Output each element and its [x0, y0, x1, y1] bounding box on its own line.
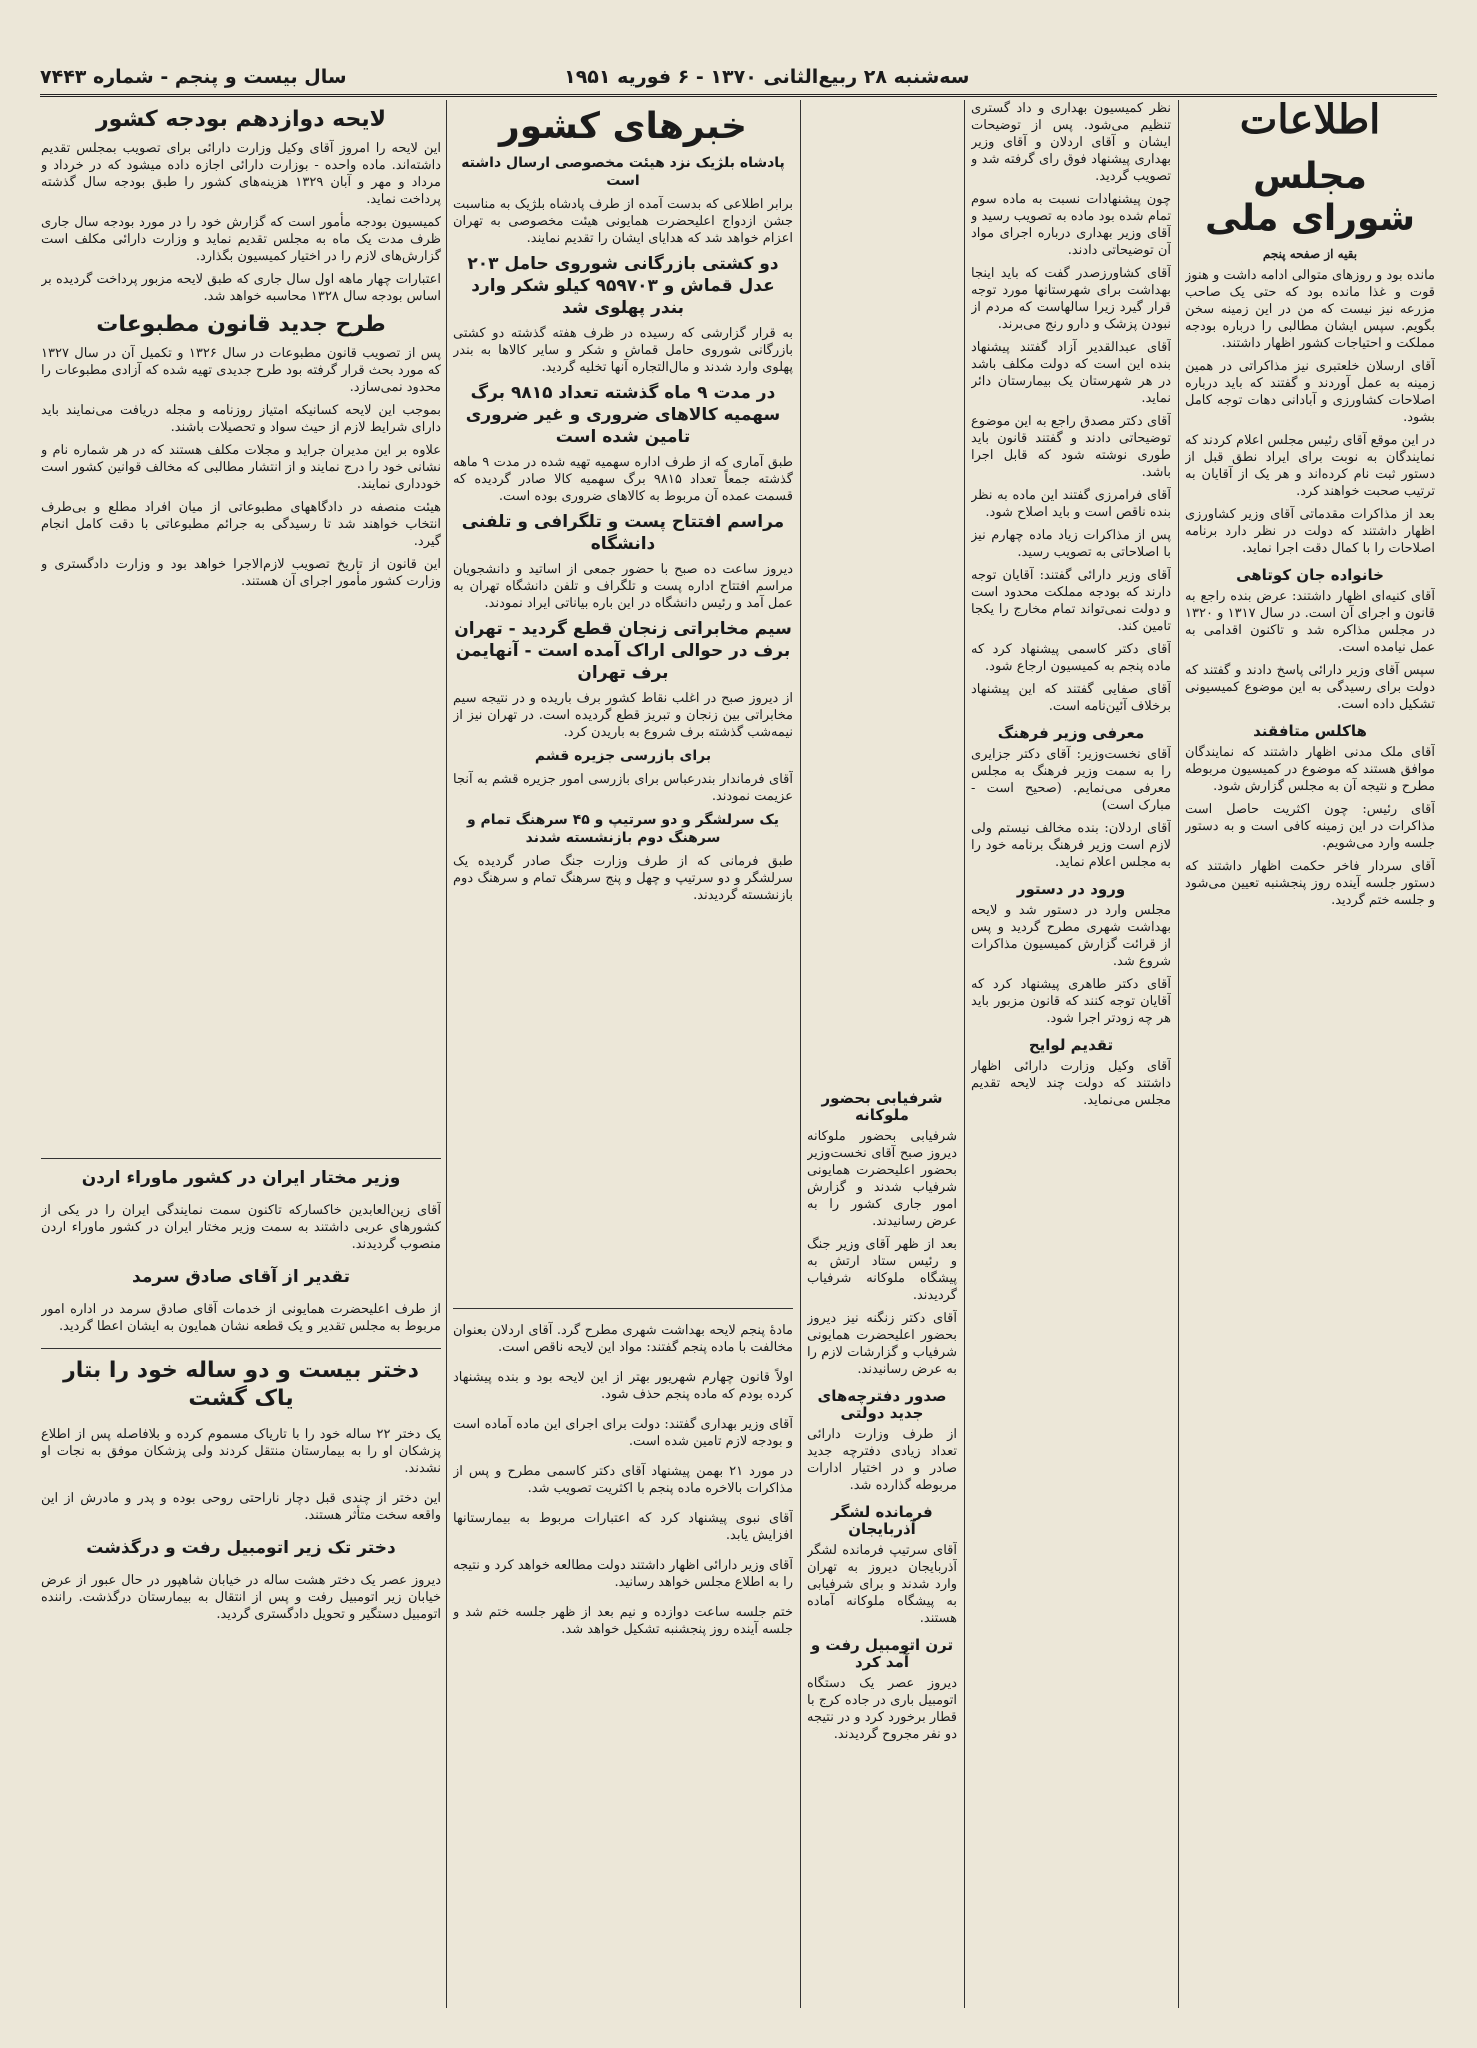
- column-divider: [800, 100, 801, 2008]
- headline-parliament: مجلس شورای ملی: [1205, 156, 1415, 239]
- section-heading: تقدیم لوایح: [1028, 1036, 1114, 1054]
- issue-number: سال بیست و پنجم - شماره ۷۴۴۳: [40, 66, 347, 88]
- paragraph: دیروز عصر یک دختر هشت ساله در خیابان شاهپور در حال عبور از عرض خیابان زیر اتومبیل رفت و پس از انتقال به بیمارستان درگذشت. راننده اتومبیل دستگیر و تحویل دادگستری گردید.: [41, 1573, 441, 1622]
- paragraph: بموجب این لایحه کسانیکه امتیاز روزنامه و مجله دریافت می‌نمایند باید دارای شرایط لازم از حیث سواد و تحصیلات باشند.: [41, 403, 441, 435]
- subheadline: برای بازرسی جزیره قشم: [534, 748, 712, 764]
- paragraph: بعد از ظهر آقای وزیر جنگ و رئیس ستاد ارتش به پیشگاه ملوکانه شرفیاب گردیدند.: [807, 1237, 957, 1303]
- subheadline: یک سرلشگر و دو سرتیپ و ۴۵ سرهنگ تمام و سرهنگ دوم بازنشسته شدند: [466, 812, 780, 846]
- paragraph: بعد از مذاکرات مقدماتی آقای وزیر کشاورزی اظهار داشتند که دولت در نظر دارد برنامه اصلاحات را با کمال دقت اجرا نماید.: [1185, 507, 1435, 556]
- paragraph: آقای کشاورزصدر گفت که باید اینجا بهداشت برای شهرستانها مورد توجه قرار گیرد زیرا سالهاست که مردم از نبودن پزشک و دارو رنج می‌برند.: [971, 266, 1171, 332]
- paragraph: پس از تصویب قانون مطبوعات در سال ۱۳۲۶ و تکمیل آن در سال ۱۳۲۷ که مورد بحث قرار گرفته بود طرح جدیدی تهیه شده که آزادی مطبوعات را محدود نمی‌سازد.: [41, 346, 441, 395]
- paragraph: آقای دکتر زنگنه نیز دیروز بحضور اعلیحضرت همایونی شرفیاب و گزارشات لازم را به عرض رسانیدند.: [807, 1311, 957, 1377]
- paragraph: آقای نبوی پیشنهاد کرد که اعتبارات مربوط به بیمارستانها افزایش یابد.: [453, 1511, 793, 1543]
- paragraph: آقای عبدالقدیر آزاد گفتند پیشنهاد بنده این است که دولت مکلف باشد در هر شهرستان یک بیمارستان دائر نماید.: [971, 340, 1171, 406]
- paragraph: آقای زین‌العابدین خاکسارکه تاکنون سمت نمایندگی ایران را در یکی از کشورهای عربی داشتند به سمت وزیر مختار ایران در کشور ماوراء اردن منصوب گردیدند.: [41, 1203, 441, 1252]
- paragraph: آقای نخست‌وزیر: آقای دکتر جزایری را به سمت وزیر فرهنگ به مجلس معرفی می‌نمایم. (صحیح است - مبارک است): [971, 747, 1171, 813]
- paragraph: آقای رئیس: چون اکثریت حاصل است مذاکرات در این زمینه کافی است و به دستور جلسه وارد می‌شویم.: [1185, 802, 1435, 851]
- paragraph: مجلس وارد در دستور شد و لایحه بهداشت شهری مطرح گردید و پس از قرائت گزارش کمیسیون مذاکرات شروع شد.: [971, 903, 1171, 969]
- paragraph: آقای ملک مدنی اظهار داشتند که نمایندگان موافق هستند که موضوع در کمیسیون مربوطه مطرح و نتیجه آن به مجلس گزارش شود.: [1185, 745, 1435, 794]
- paragraph: آقای وزیر بهداری گفتند: دولت برای اجرای این ماده آماده است و بودجه لازم تامین شده است.: [453, 1417, 793, 1449]
- paragraph: از دیروز صبح در اغلب نقاط کشور برف باریده و در نتیجه سیم مخابراتی بین زنجان و تبریز قطع گردیده است. در تهران نیز از نیمه‌شب گذشته برف شروع به باریدن کرد.: [453, 691, 793, 740]
- paragraph: مادهٔ پنجم لایحه بهداشت شهری مطرح گرد. آقای اردلان بعنوان مخالفت با ماده پنجم گفتند: مواد این لایحه ناقص است.: [453, 1323, 793, 1355]
- column-budget-press: [41, 100, 441, 1148]
- headline-budget: لایحه دوازدهم بودجه کشور: [96, 107, 386, 132]
- masthead-title: اطلاعات: [1239, 96, 1381, 143]
- paragraph: دیروز عصر یک دستگاه اتومبیل باری در جاده کرج با قطار برخورد کرد و در نتیجه دو نفر مجروح گردیدند.: [807, 1676, 957, 1742]
- paragraph: آقای فرماندار بندرعباس برای بازرسی امور جزیره قشم به آنجا عزیمت نمودند.: [453, 772, 793, 804]
- column-divider: [964, 100, 965, 2008]
- column-bottom-left: [41, 1150, 441, 2008]
- column-national-news-bottom: [453, 1300, 793, 2008]
- subheadline: پادشاه بلژیک نزد هیئت مخصوصی ارسال داشته است: [461, 155, 785, 189]
- continued-note: بقیه از صفحه پنجم: [1262, 247, 1358, 261]
- paragraph: این لایحه را امروز آقای وکیل وزارت دارائی برای تصویب بمجلس تقدیم داشته‌اند. ماده واحده - بوزارت دارائی اجازه داده میشود که در خرداد و مرداد و مهر و آبان ۱۳۲۹ هزینه‌های کشور را طبق بودجه سال گذشته پرداخت نماید.: [41, 141, 441, 207]
- paragraph: یک دختر ۲۲ ساله خود را با تاریاک مسموم کرده و بلافاصله پس از اطلاع پزشکان او را به بیمارستان منتقل کردند ولی پزشکان موفق به نجات او نشدند.: [41, 1427, 441, 1476]
- paragraph: آقای سردار فاخر حکمت اظهار داشتند که دستور جلسه آینده روز پنجشنبه تعیین می‌شود و جلسه ختم گردید.: [1185, 859, 1435, 908]
- paragraph: سپس آقای وزیر دارائی پاسخ دادند و گفتند که دولت برای رسیدگی به این موضوع کمیسیونی تشکیل داده است.: [1185, 663, 1435, 712]
- section-heading: فرمانده لشگر آذربایجان: [831, 1503, 933, 1538]
- section-heading: صدور دفترچه‌های جدید دولتی: [817, 1387, 947, 1422]
- section-heading: ورود در دستور: [1016, 880, 1126, 898]
- subheadline: در مدت ۹ ماه گذشته تعداد ۹۸۱۵ برگ سهمیه کالاهای ضروری و غیر ضروری تامین شده است: [465, 383, 781, 447]
- paragraph: پس از مذاکرات زیاد ماده چهارم نیز با اصلاحاتی به تصویب رسید.: [971, 528, 1171, 560]
- paragraph: دیروز ساعت ده صبح با حضور جمعی از اساتید و دانشجویان مراسم افتتاح اداره پست و تلگراف و تلفن دانشگاه تهران به عمل آمد و رئیس دانشگاه در این باره بیاناتی ایراد نمودند.: [453, 562, 793, 611]
- paragraph: آقای وزیر دارائی اظهار داشتند دولت مطالعه خواهد کرد و نتیجه را به اطلاع مجلس خواهد رسانید.: [453, 1558, 793, 1590]
- paragraph: آقای ارسلان خلعتبری نیز مذاکراتی در همین زمینه به عمل آوردند و گفتند که باید درباره اصلاحات کشاورزی و آبادانی دهات توجه کامل بشود.: [1185, 359, 1435, 425]
- page-header-strip: [40, 60, 1437, 97]
- subheadline: سیم مخابراتی زنجان قطع گردید - تهران برف در حوالی اراک آمده است - آنهایمن برف تهران: [454, 619, 792, 683]
- paragraph: نظر کمیسیون بهداری و داد گستری تنظیم می‌شود. پس از توضیحات ایشان و آقای اردلان و آقای وزیر بهداری پیشنهاد فوق رای گرفته شد و تصویب گردید.: [971, 101, 1171, 184]
- column-misc-news: [807, 1080, 957, 2008]
- section-heading: ترن اتومبیل رفت و آمد کرد: [810, 1636, 954, 1671]
- divider: [41, 1348, 441, 1349]
- divider: [41, 1158, 441, 1159]
- paragraph: آقای فرامرزی گفتند این ماده به نظر بنده ناقص است و باید اصلاح شود.: [971, 488, 1171, 520]
- divider: [453, 1308, 793, 1309]
- paragraph: طبق فرمانی که از طرف وزارت جنگ صادر گردیده یک سرلشگر و دو سرتیپ و چهل و پنج سرهنگ تمام و سرهنگ دوم بازنشسته گردیدند.: [453, 854, 793, 903]
- paragraph: آقای دکتر طاهری پیشنهاد کرد که آقایان توجه کنند که قانون مزبور باید هر چه زودتر اجرا شود.: [971, 977, 1171, 1026]
- paragraph: در این موقع آقای رئیس مجلس اعلام کردند که نمایندگان به نوبت برای ایراد نطق قبل از دستور ثبت نام کرده‌اند و هر یک از آقایان به ترتیب صحبت خواهند کرد.: [1185, 433, 1435, 499]
- headline-poison: دختر بیست و دو ساله خود را بتار یاک گشت: [63, 1358, 419, 1411]
- column-divider: [446, 100, 447, 2008]
- paragraph: آقای دکتر کاسمی پیشنهاد کرد که ماده پنجم به کمیسیون ارجاع شود.: [971, 642, 1171, 674]
- paragraph: شرفیابی بحضور ملوکانه دیروز صبح آقای نخست‌وزیر بحضور اعلیحضرت همایونی شرفیاب شدند و گزارش امور جاری کشور را به عرض رسانیدند.: [807, 1129, 957, 1229]
- column-national-news: [453, 100, 793, 1288]
- paragraph: آقای صفایی گفتند که این پیشنهاد برخلاف آئین‌نامه است.: [971, 682, 1171, 714]
- subheadline: دختر تک زیر اتومبیل رفت و درگذشت: [86, 1538, 396, 1558]
- paragraph: کمیسیون بودجه مأمور است که گزارش خود را در مورد بودجه سال جاری ظرف مدت یک ماه به مجلس تقدیم نماید و وزارت دارائی مکلف است گزارش‌های لازم را در اختیار کمیسیون بگذارد.: [41, 215, 441, 264]
- paragraph: آقای کنیه‌ای اظهار داشتند: عرض بنده راجع به قانون و اجرای آن است. در سال ۱۳۱۷ و ۱۳۲۰ در مجلس مذاکره شد و تاکنون اقدامی به عمل نیامده است.: [1185, 589, 1435, 655]
- paragraph: به قرار گزارشی که رسیده در ظرف هفته گذشته دو کشتی بازرگانی شوروی حامل قماش و شکر و سایر کالاها به بندر پهلوی وارد شدند و مال‌التجاره آنها تخلیه گردید.: [453, 326, 793, 375]
- paragraph: از طرف اعلیحضرت همایونی از خدمات آقای صادق سرمد در اداره امور مربوط به مجلس تقدیر و یک قطعه نشان همایون به ایشان اعطا گردید.: [41, 1302, 441, 1334]
- column-divider: [1178, 100, 1179, 2008]
- paragraph: برابر اطلاعی که بدست آمده از طرف پادشاه بلژیک به مناسبت جشن ازدواج اعلیحضرت همایونی هیئت مخصوصی به تهران اعزام خواهد شد که هدایای ایشان را تقدیم نمایند.: [453, 197, 793, 246]
- subheadline: وزیر مختار ایران در کشور ماوراء اردن: [81, 1168, 401, 1188]
- section-heading: خانواده جان کوتاهی: [1236, 566, 1384, 584]
- paragraph: آقای وکیل وزارت دارائی اظهار داشتند که دولت چند لایحه تقدیم مجلس می‌نماید.: [971, 1059, 1171, 1108]
- paragraph: این دختر از چندی قبل دچار ناراحتی روحی بوده و پدر و مادرش از این واقعه سخت متأثر هستند.: [41, 1491, 441, 1523]
- headline-press-law: طرح جدید قانون مطبوعات: [96, 312, 386, 337]
- section-heading: معرفی وزیر فرهنگ: [997, 724, 1145, 742]
- column-parliament: [1185, 150, 1435, 2008]
- issue-date: سه‌شنبه ۲۸ ربیع‌الثانی ۱۳۷۰ - ۶ فوریه ۱۹۵۱: [564, 66, 970, 88]
- paragraph: ختم جلسه ساعت دوازده و نیم بعد از ظهر جلسه ختم شد و جلسه آینده روز پنجشنبه تشکیل خواهد شد.: [453, 1605, 793, 1637]
- paragraph: آقای دکتر مصدق راجع به این موضوع توضیحاتی دادند و گفتند قانون باید طوری نوشته شود که قابل اجرا باشد.: [971, 414, 1171, 480]
- paragraph: طبق آماری که از طرف اداره سهمیه تهیه شده در مدت ۹ ماهه گذشته جمعاً تعداد ۹۸۱۵ برگ سهمیه کالا صادر گردیده که قسمت عمده آن مربوط به کالاهای ضروری بوده است.: [453, 455, 793, 504]
- paragraph: در مورد ۲۱ بهمن پیشنهاد آقای دکتر کاسمی مطرح و پس از مذاکرات بالاخره ماده پنجم با اکثریت تصویب شد.: [453, 1464, 793, 1496]
- column-parliament-cont: [971, 100, 1171, 2008]
- paragraph: آقای سرتیپ فرمانده لشگر آذربایجان دیروز به تهران وارد شدند و برای شرفیابی به پیشگاه ملوکانه آماده هستند.: [807, 1543, 957, 1626]
- section-heading: هاکلس متافقند: [1253, 722, 1367, 740]
- paragraph: آقای اردلان: بنده مخالف نیستم ولی لازم است وزیر فرهنگ برنامه خود را به مجلس اعلام نماید.: [971, 821, 1171, 870]
- headline-national-news: خبرهای کشور: [499, 106, 747, 147]
- subheadline: مراسم افتتاح پست و تلگرافی و تلفنی دانشگاه: [461, 512, 785, 554]
- paragraph: هیئت منصفه در دادگاههای مطبوعاتی از میان افراد مطلع و بی‌طرف انتخاب خواهند شد تا رسیدگی به جرائم مطبوعاتی با دقت کامل انجام گیرد.: [41, 500, 441, 549]
- paragraph: علاوه بر این مدیران جراید و مجلات مکلف هستند که در هر شماره نام و نشانی خود را درج نمایند و از انتشار مطالبی که مخالف قوانین کشور است خودداری نمایند.: [41, 443, 441, 492]
- subheadline: دو کشتی بازرگانی شوروی حامل ۲۰۳ عدل قماش و ۹۵۹۷۰۳ کیلو شکر وارد بندر پهلوی شد: [467, 254, 779, 318]
- subheadline: تقدیر از آقای صادق سرمد: [132, 1267, 350, 1287]
- paragraph: این قانون از تاریخ تصویب لازم‌الاجرا خواهد بود و وزارت دادگستری و وزارت کشور مأمور اجرای آن هستند.: [41, 557, 441, 589]
- paragraph: مانده بود و روزهای متوالی ادامه داشت و هنوز قوت و غذا مانده بود که حتی یک صاحب مزرعه نیز نیست که من در این زمینه سخن بگویم. سپس ایشان مطالبی را درباره بودجه مملکت و احتیاجات کشور اظهار داشتند.: [1185, 268, 1435, 351]
- section-heading: شرفیابی بحضور ملوکانه: [821, 1089, 943, 1124]
- paragraph: از طرف وزارت دارائی تعداد زیادی دفترچه جدید صادر و در اختیار ادارات مربوطه گذارده شد.: [807, 1427, 957, 1493]
- paragraph: آقای وزیر دارائی گفتند: آقایان توجه دارند که بودجه مملکت محدود است و دولت نمی‌تواند تمام مخارج را یکجا تامین کند.: [971, 568, 1171, 634]
- paragraph: اولاً قانون چهارم شهریور بهتر از این لایحه بود و بنده پیشنهاد کرده بودم که ماده پنجم حذف شود.: [453, 1370, 793, 1402]
- paragraph: اعتبارات چهار ماهه اول سال جاری که طبق لایحه مزبور پرداخت گردیده بر اساس بودجه سال ۱۳۲۸ محاسبه خواهد شد.: [41, 272, 441, 304]
- paragraph: چون پیشنهادات نسبت به ماده سوم تمام شده بود ماده به تصویب رسید و آقای وزیر بهداری درباره اجرای مواد آن توضیحاتی دادند.: [971, 192, 1171, 258]
